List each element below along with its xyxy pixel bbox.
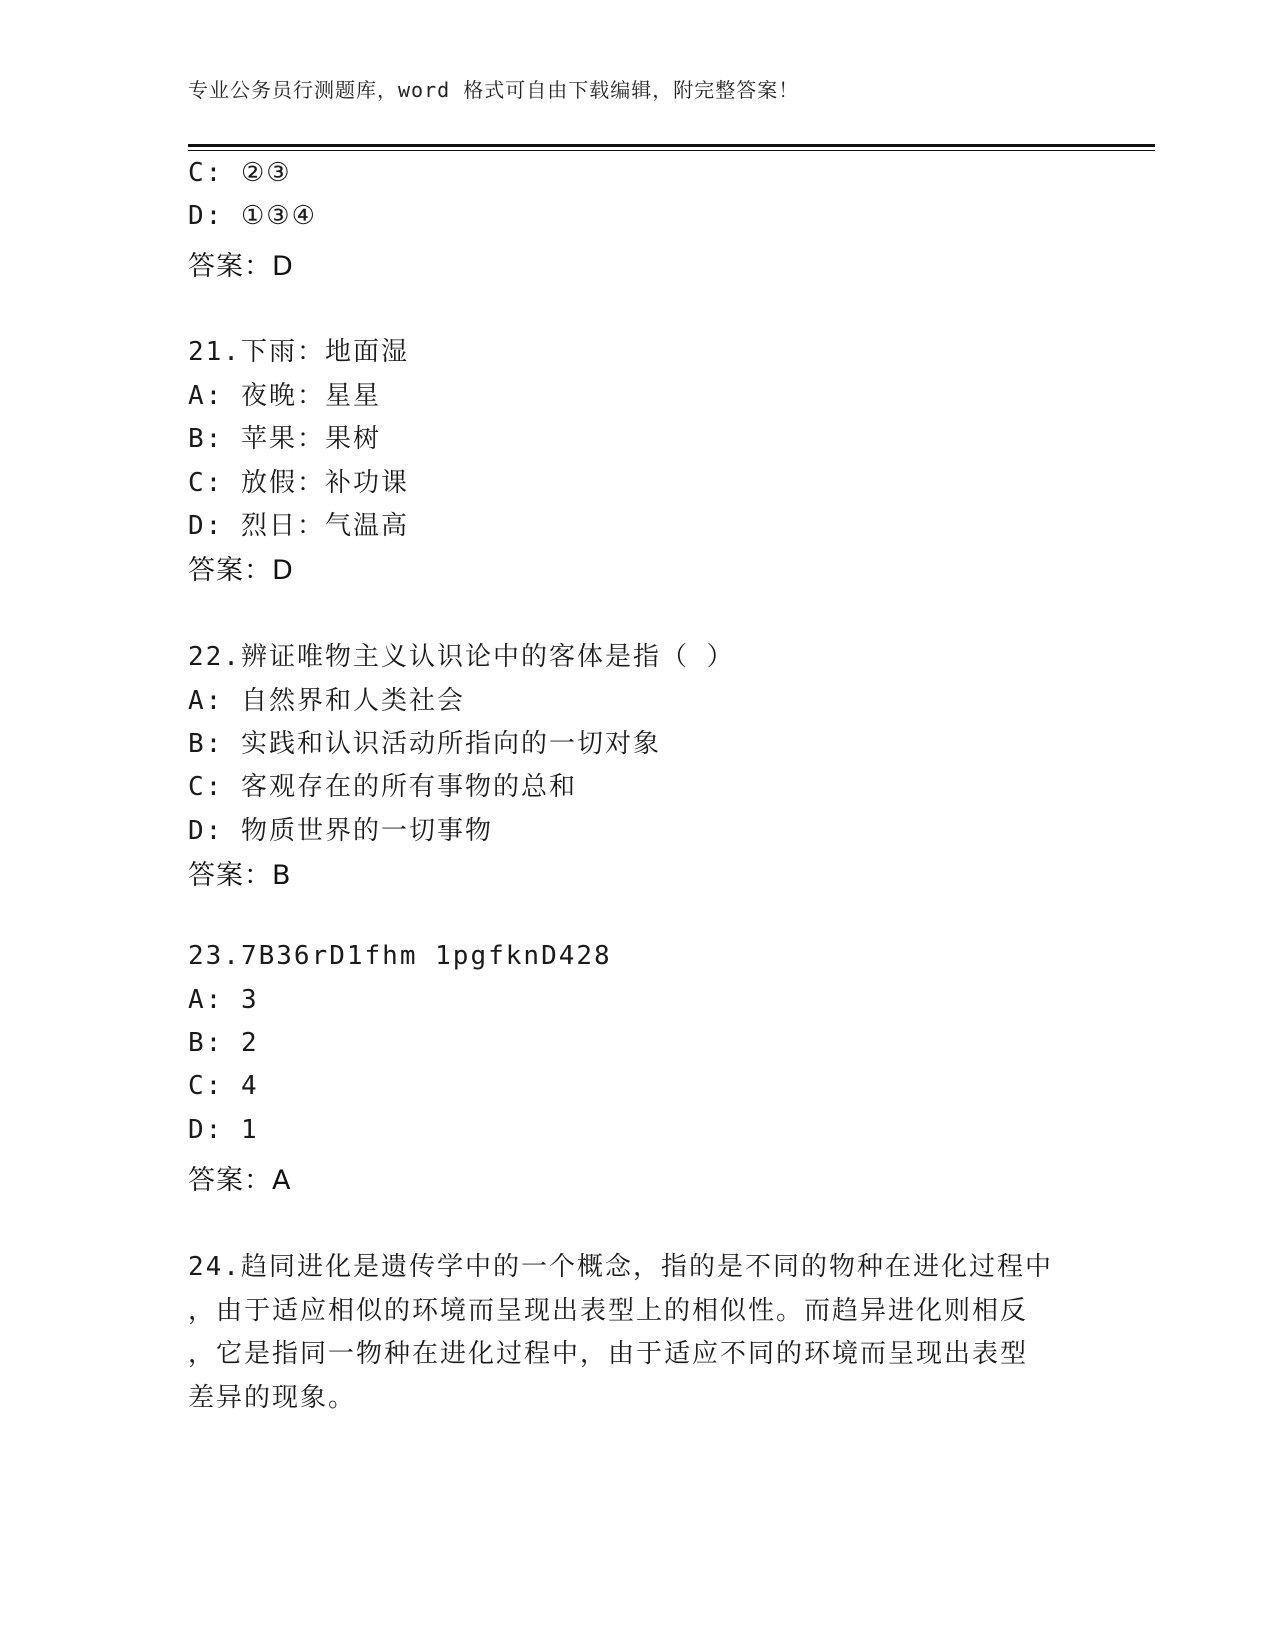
q21-option-b: B: 苹果：果树	[188, 424, 381, 454]
q24-stem-line-4: 差异的现象。	[188, 1383, 357, 1413]
q23-option-b: B: 2	[188, 1028, 259, 1058]
q21-stem: 21.下雨：地面湿	[188, 337, 409, 367]
q20-option-c: C: ②③	[188, 158, 292, 188]
q23-stem: 23.7B36rD1fhm 1pgfknD428	[188, 941, 612, 971]
q21-option-d: D: 烈日：气温高	[188, 511, 409, 541]
q21-answer: 答案：D	[188, 555, 294, 586]
page-header: 专业公务员行测题库，word 格式可自由下载编辑，附完整答案！	[188, 78, 800, 102]
header-divider-thin	[188, 150, 1155, 151]
q24-stem-line-3: ，它是指同一物种在进化过程中，由于适应不同的环境而呈现出表型	[188, 1339, 1029, 1369]
q22-option-a: A: 自然界和人类社会	[188, 686, 465, 716]
q22-stem: 22.辨证唯物主义认识论中的客体是指（ ）	[188, 642, 735, 672]
q22-option-b: B: 实践和认识活动所指向的一切对象	[188, 729, 661, 759]
q20-option-d: D: ①③④	[188, 201, 317, 231]
q22-option-d: D: 物质世界的一切事物	[188, 816, 493, 846]
q22-option-c: C: 客观存在的所有事物的总和	[188, 772, 577, 802]
q23-option-a: A: 3	[188, 985, 259, 1015]
q21-option-c: C: 放假：补功课	[188, 468, 409, 498]
q24-stem-line-1: 24.趋同进化是遗传学中的一个概念，指的是不同的物种在进化过程中	[188, 1252, 1053, 1282]
q24-stem-line-2: ，由于适应相似的环境而呈现出表型上的相似性。而趋异进化则相反	[188, 1296, 1029, 1326]
q23-option-d: D: 1	[188, 1115, 259, 1145]
q21-option-a: A: 夜晚：星星	[188, 381, 381, 411]
q23-option-c: C: 4	[188, 1071, 259, 1101]
q23-answer: 答案：A	[188, 1165, 292, 1196]
header-divider-thick	[188, 144, 1155, 147]
q20-answer: 答案：D	[188, 251, 294, 282]
q22-answer: 答案：B	[188, 860, 292, 891]
